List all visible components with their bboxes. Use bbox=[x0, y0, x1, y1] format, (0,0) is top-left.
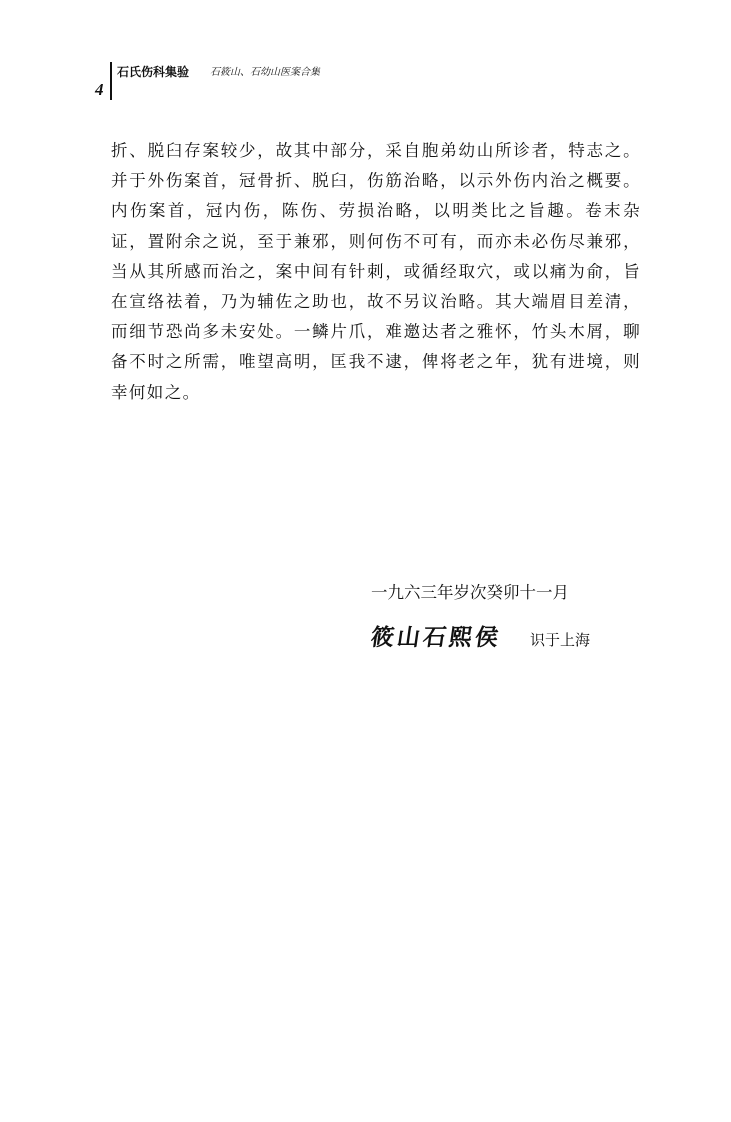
book-subtitle: 石筱山、石幼山医案合集 bbox=[210, 67, 320, 78]
body-paragraph: 折、脱臼存案较少，故其中部分，采自胞弟幼山所诊者，特志之。并于外伤案首，冠骨折、脱臼，伤筋治略，以示外伤内治之概要。内伤案首，冠内伤，陈伤、劳损治略，以明类比之旨趣。卷末杂证，置附余之说，至于兼邪，则何伤不可有，而亦未必伤尽兼邪，当从其所感而治之，案中间有针刺，或循经取穴，或以痛为俞，旨在宣络祛着，乃为辅佐之助也，故不另议治略。其大端眉目差清，而细节恐尚多未安处。一鳞片爪，难邀达者之雅怀，竹头木屑，聊备不时之所需，唯望高明，匡我不逮，俾将老之年，犹有进境，则幸何如之。 bbox=[111, 141, 641, 402]
date-line: 一九六三年岁次癸卯十一月 bbox=[371, 583, 569, 602]
author-signature: 筱山石熙侯 bbox=[369, 624, 503, 651]
page-number: 4 bbox=[95, 80, 104, 99]
book-title: 石氏伤科集验 bbox=[117, 65, 190, 79]
signature-location: 识于上海 bbox=[530, 631, 591, 649]
header-divider bbox=[110, 62, 112, 100]
